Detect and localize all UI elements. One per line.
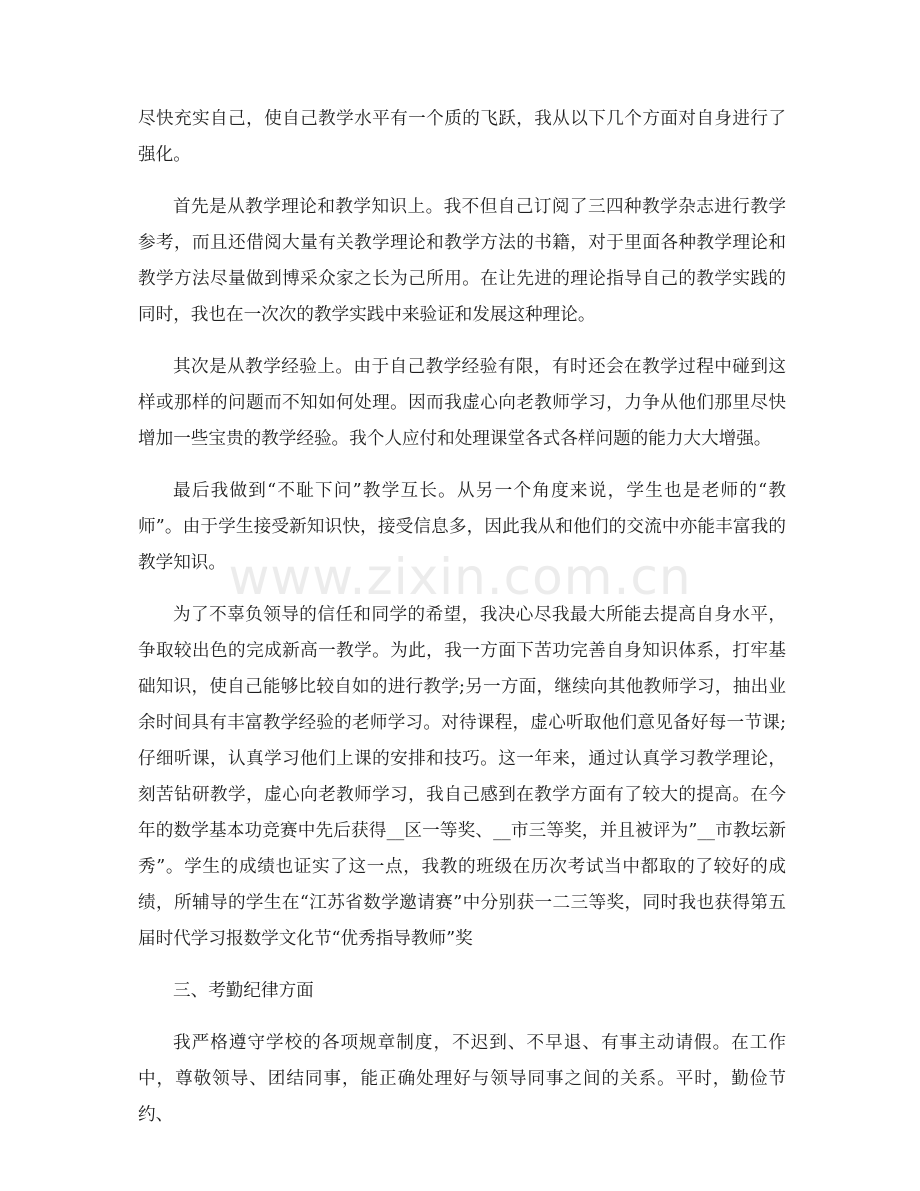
paragraph-5: 为了不辜负领导的信任和同学的希望，我决心尽我最大所能去提高自身水平，争取较出色的完成新高一教学。为此，我一方面下苦功完善自身知识体系，打牢基础知识，使自己能够比较自如的进行教学;另一方面，继续向其他教师学习，抽出业余时间具有丰富教学经验的老师学习。对待课程，虚心听取他们意见备好每一节课;仔细听课，认真学习他们上课的安排和技巧。这一年来，通过认真学习教学理论，刻苦钻研教学，虚心向老教师学习，我自己感到在教学方面有了较大的提高。在今年的数学基本功竞赛中先后获得__区一等奖、__市三等奖，并且被评为”__市教坛新秀”。学生的成绩也证实了这一点，我教的班级在历次考试当中都取的了较好的成绩，所辅导的学生在“江苏省数学邀请赛”中分别获一二三等奖，同时我也获得第五届时代学习报数学文化节“优秀指导教师”奖 xyxy=(138,605,786,949)
watermark: www.zixin.com.cn xyxy=(228,548,692,606)
paragraph-4: 最后我做到“不耻下问”教学互长。从另一个角度来说，学生也是老师的“教师”。由于学生接受新知识快，接受信息多，因此我从和他们的交流中亦能丰富我的教学知识。 xyxy=(138,481,786,573)
paragraph-3: 其次是从教学经验上。由于自己教学经验有限，有时还会在教学过程中碰到这样或那样的问题而不知如何处理。因而我虚心向老教师学习，力争从他们那里尽快增加一些宝贵的教学经验。我个人应付和处理课堂各式各样问题的能力大大增强。 xyxy=(138,357,786,449)
section-heading: 三、考勤纪律方面 xyxy=(173,981,314,1001)
paragraph-2: 首先是从教学理论和教学知识上。我不但自己订阅了三四种教学杂志进行教学参考，而且还借阅大量有关教学理论和教学方法的书籍，对于里面各种教学理论和教学方法尽量做到博采众家之长为己所用。在让先进的理论指导自己的教学实践的同时，我也在一次次的教学实践中来验证和发展这种理论。 xyxy=(138,197,786,325)
paragraph-1: 尽快充实自己，使自己教学水平有一个质的飞跃，我从以下几个方面对自身进行了强化。 xyxy=(138,109,786,165)
paragraph-6: 我严格遵守学校的各项规章制度，不迟到、不早退、有事主动请假。在工作中，尊敬领导、团结同事，能正确处理好与领导同事之间的关系。平时，勤俭节约、 xyxy=(138,1033,786,1125)
document-body xyxy=(138,101,786,1149)
